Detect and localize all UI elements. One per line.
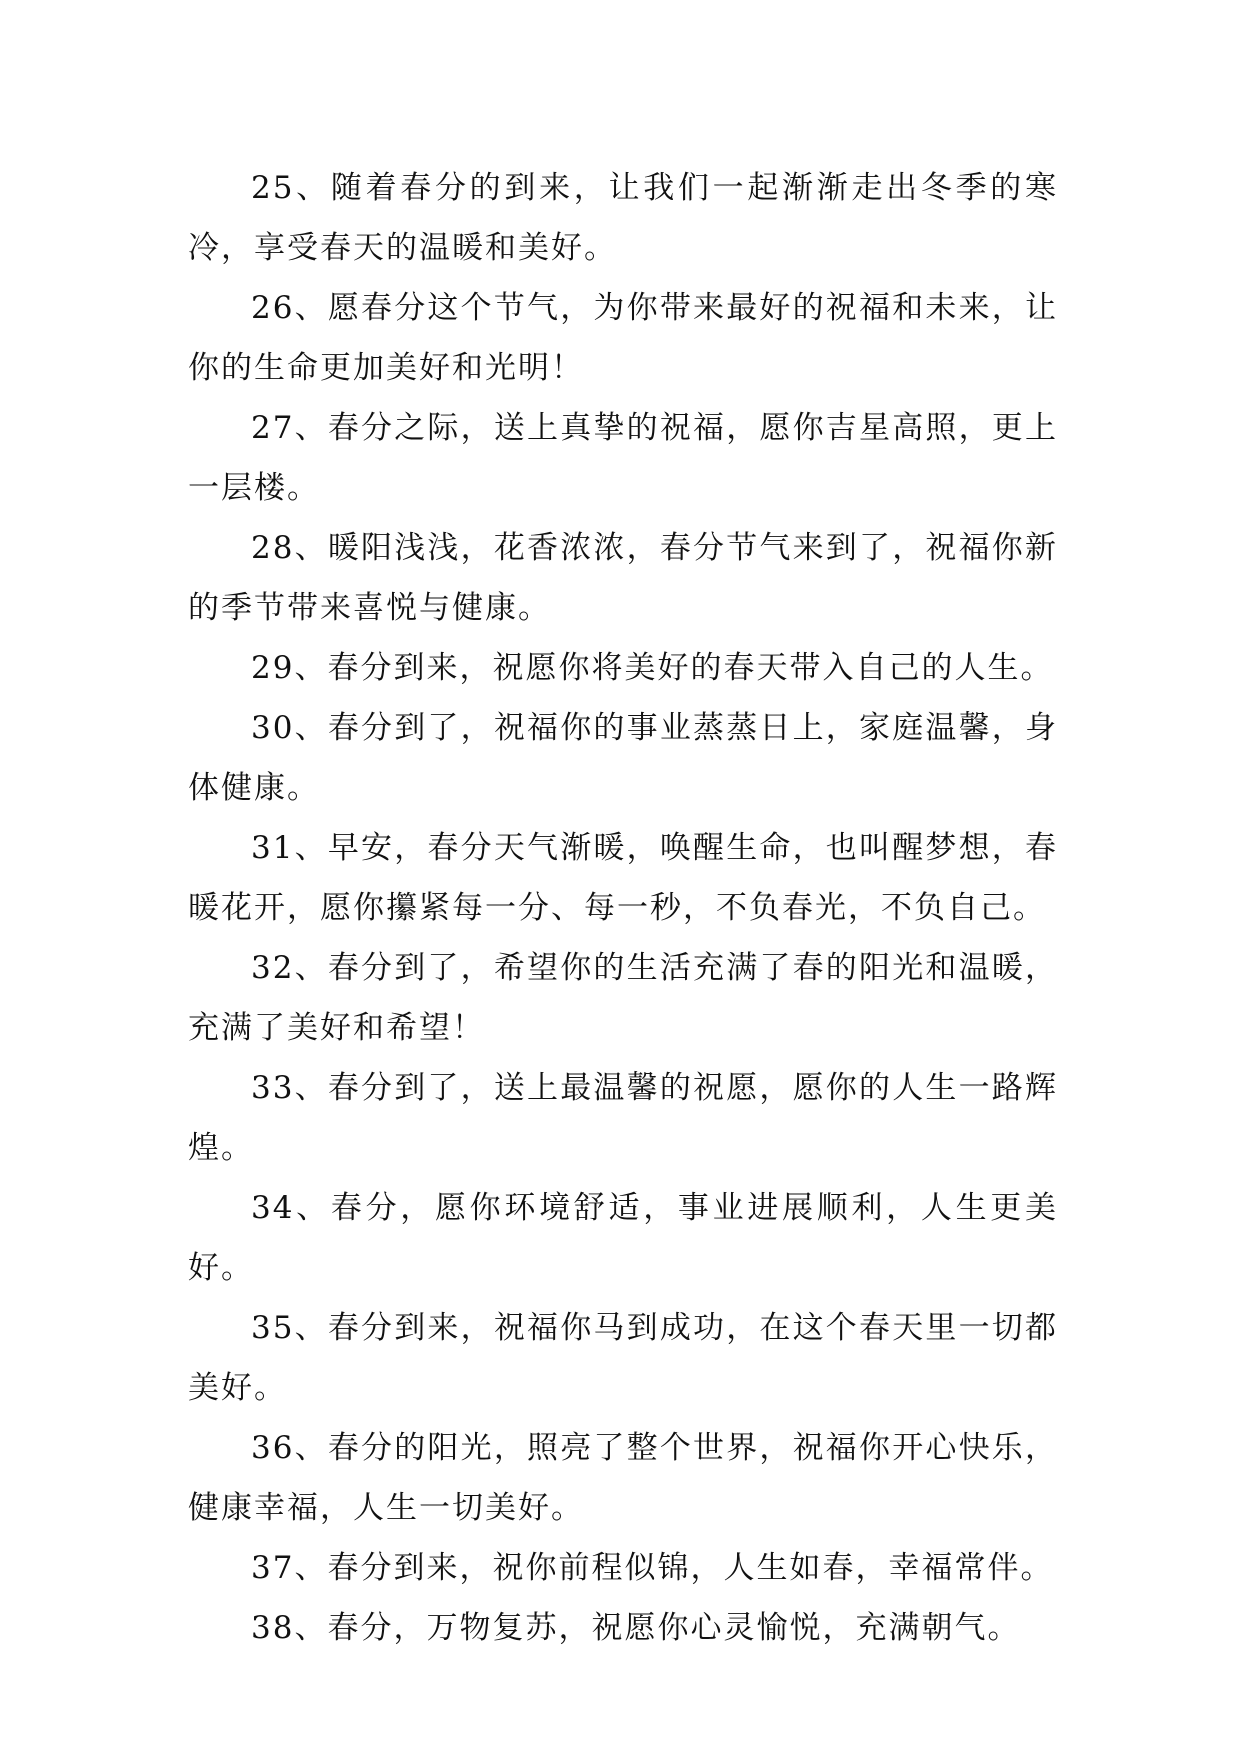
paragraph-38: 38、春分，万物复苏，祝愿你心灵愉悦，充满朝气。 (251, 1610, 1021, 1646)
paragraph-33: 33、春分到了，送上最温馨的祝愿，愿你的人生一路辉煌。 (188, 1070, 1058, 1166)
paragraph-30: 30、春分到了，祝福你的事业蒸蒸日上，家庭温馨，身体健康。 (188, 710, 1058, 806)
paragraph-25: 25、随着春分的到来，让我们一起渐渐走出冬季的寒冷，享受春天的温暖和美好。 (188, 170, 1058, 266)
paragraph-34: 34、春分，愿你环境舒适，事业进展顺利，人生更美好。 (188, 1190, 1058, 1286)
paragraph-26: 26、愿春分这个节气，为你带来最好的祝福和未来，让你的生命更加美好和光明！ (188, 290, 1058, 386)
paragraph-28: 28、暖阳浅浅，花香浓浓，春分节气来到了，祝福你新的季节带来喜悦与健康。 (188, 530, 1058, 626)
paragraph-35: 35、春分到来，祝福你马到成功，在这个春天里一切都美好。 (188, 1310, 1058, 1406)
paragraph-37: 37、春分到来，祝你前程似锦，人生如春，幸福常伴。 (251, 1550, 1054, 1586)
paragraph-36: 36、春分的阳光，照亮了整个世界，祝福你开心快乐，健康幸福，人生一切美好。 (188, 1430, 1058, 1526)
document-body (188, 158, 1058, 1658)
paragraph-27: 27、春分之际，送上真挚的祝福，愿你吉星高照，更上一层楼。 (188, 410, 1058, 506)
paragraph-29: 29、春分到来，祝愿你将美好的春天带入自己的人生。 (251, 650, 1054, 686)
paragraph-31: 31、早安，春分天气渐暖，唤醒生命，也叫醒梦想，春暖花开，愿你攥紧每一分、每一秒，不负春光，不负自己。 (188, 830, 1058, 926)
paragraph-32: 32、春分到了，希望你的生活充满了春的阳光和温暖，充满了美好和希望！ (188, 950, 1058, 1046)
